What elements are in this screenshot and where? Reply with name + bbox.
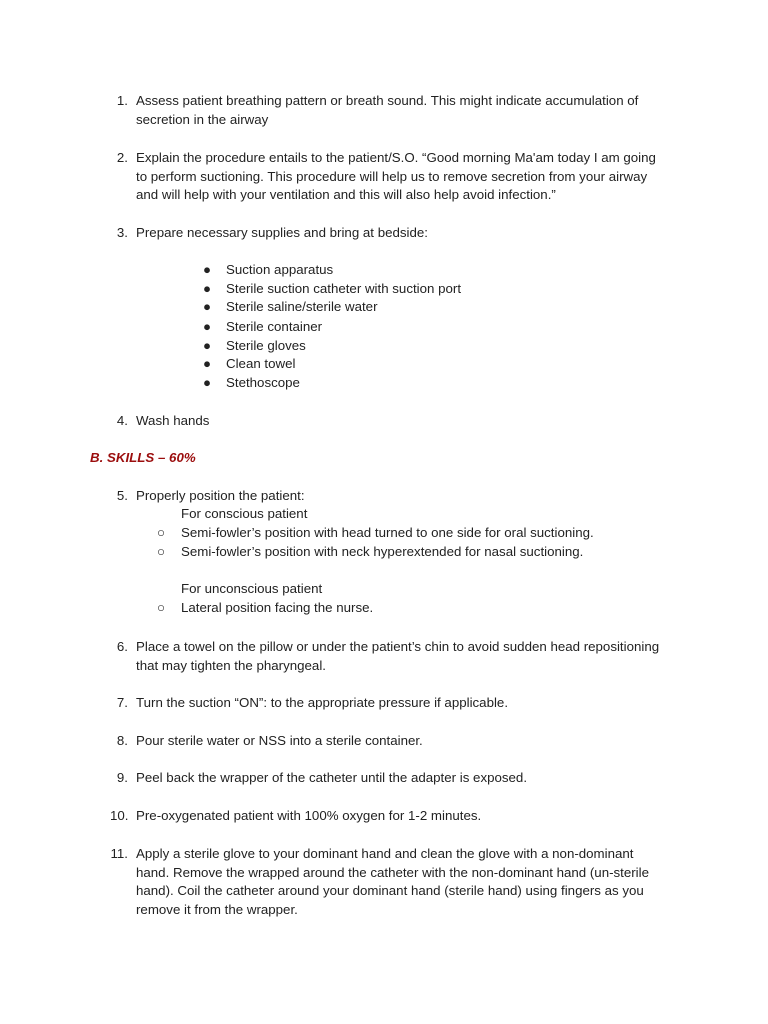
step-text: Prepare necessary supplies and bring at bedside: bbox=[136, 225, 428, 240]
bullet-icon: ● bbox=[203, 356, 212, 371]
step-text: Pre-oxygenated patient with 100% oxygen for 1-2 minutes. bbox=[136, 808, 482, 823]
step-text: Peel back the wrapper of the catheter until the adapter is exposed. bbox=[136, 770, 528, 785]
step-number: 7. bbox=[116, 695, 128, 710]
circle-bullet-icon: ○ bbox=[157, 600, 166, 615]
bullet-icon: ● bbox=[203, 319, 212, 334]
step-number: 9. bbox=[116, 770, 128, 785]
circle-bullet-icon: ○ bbox=[157, 525, 166, 540]
step-number: 5. bbox=[116, 488, 128, 503]
step-number: 2. bbox=[116, 150, 128, 165]
step-text: Apply a sterile glove to your dominant hand and clean the glove with a non-dominant hand. Remove the wrapped around the catheter with the non-dominant hand (un-sterile hand). Coil the catheter around your dominant hand (sterile hand) using fingers as you remove it from the wrapper. bbox=[136, 846, 649, 918]
step-text: Place a towel on the pillow or under the patient’s chin to avoid sudden head repositioning that may tighten the pharyngeal. bbox=[136, 639, 660, 673]
step-text: Properly position the patient: bbox=[136, 488, 305, 503]
step-number: 1. bbox=[116, 93, 128, 108]
step-number: 6. bbox=[116, 639, 128, 654]
step-text: Wash hands bbox=[136, 413, 210, 428]
unconscious-label: For unconscious patient bbox=[181, 581, 323, 596]
step-number: 10. bbox=[110, 808, 129, 823]
step-text: Turn the suction “ON”: to the appropriate pressure if applicable. bbox=[136, 695, 509, 710]
step-number: 11. bbox=[110, 846, 128, 861]
step-number: 4. bbox=[116, 413, 128, 428]
step-text: Assess patient breathing pattern or breath sound. This might indicate accumulation of secretion in the airway bbox=[136, 93, 639, 127]
bullet-icon: ● bbox=[203, 262, 212, 277]
step-text: Pour sterile water or NSS into a sterile container. bbox=[136, 733, 423, 748]
bullet-icon: ● bbox=[203, 338, 212, 353]
bullet-icon: ● bbox=[203, 281, 212, 296]
circle-bullet-icon: ○ bbox=[157, 544, 166, 559]
bullet-icon: ● bbox=[203, 299, 212, 314]
step-number: 8. bbox=[116, 733, 128, 748]
conscious-label: For conscious patient bbox=[181, 506, 308, 521]
step-number: 3. bbox=[116, 225, 128, 240]
step-text: Explain the procedure entails to the patient/S.O. “Good morning Ma'am today I am going to perform suctioning. This procedure will help us to remove secretion from your airway and will help with your ventilation and this will also help avoid infection.” bbox=[136, 150, 656, 203]
bullet-icon: ● bbox=[203, 375, 212, 390]
section-heading: B. SKILLS – 60% bbox=[90, 450, 196, 465]
